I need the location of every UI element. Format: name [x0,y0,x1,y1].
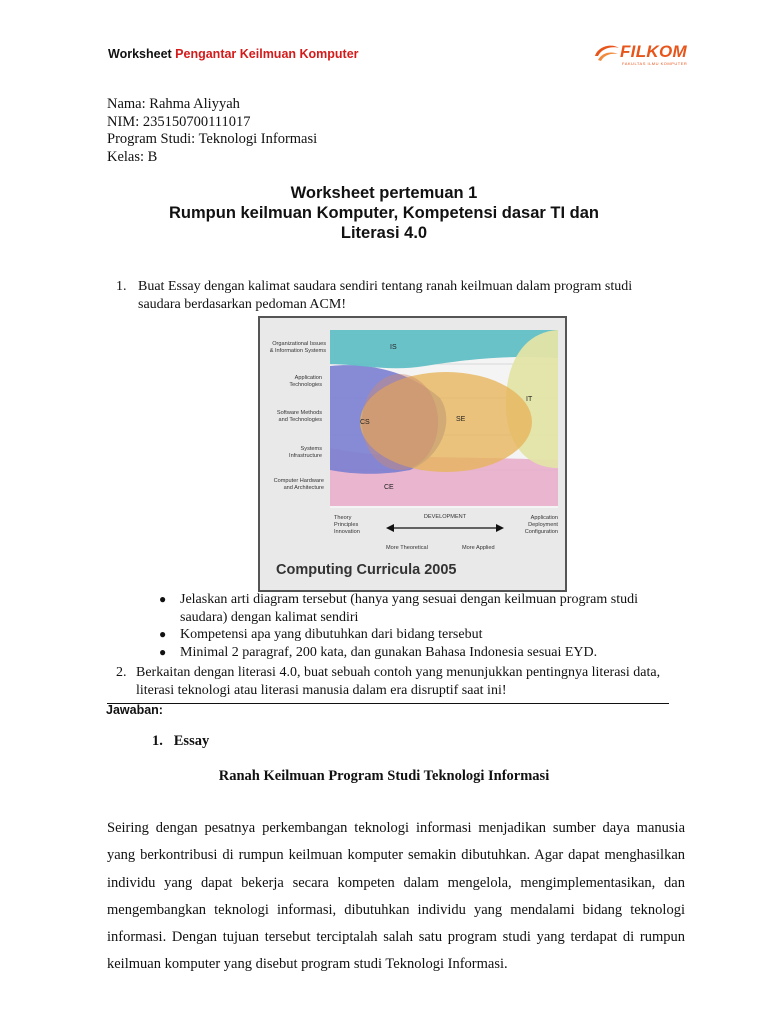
area-label-it: IT [526,396,533,403]
row-label-1a: Organizational Issues [272,341,326,347]
question-2-text: Berkaitan dengan literasi 4.0, buat sebuah contoh yang menunjukkan pentingnya literasi data, literasi teknologi atau literasi manusia dalam era disruptif saat ini! [136,665,661,698]
logo-subtext: FAKULTAS ILMU KOMPUTER [622,61,688,66]
area-label-se: SE [456,416,466,423]
area-label-cs: CS [360,419,370,426]
row-label-2a: Application [294,375,322,381]
more-theoretical-label: More Theoretical [386,545,428,551]
more-applied-label: More Applied [462,545,495,551]
bullet-item [156,591,676,626]
axis-left-3: Innovation [334,529,360,535]
axis-left-1: Theory [334,515,352,521]
question-2 [116,664,676,699]
axis-right-1: Application [530,515,558,521]
development-arrow [386,524,504,532]
bullet-dot-icon: ● [159,644,167,659]
bullet-dot-icon: ● [159,592,167,606]
logo-text: FILKOM [620,42,687,61]
essay-paragraph: Seiring dengan pesatnya perkembangan teknologi informasi menjadikan sumber daya manusia yang berkontribusi di rumpun keilmuan komputer semakin dibutuhkan. Agar dapat menghasilkan individu yang dapat bekerja secara kompeten dalam mengelola, mengimplementasikan, dan mengembangkan teknologi informasi, dibutuhkan individu yang mendalami bidang teknologi informasi. Dengan tujuan tersebut terciptalah salah satu program studi yang terdapat di rumpun keilmuan komputer yang disebut program studi Teknologi Informasi. [107,820,685,973]
axis-right-2: Deployment [528,522,558,528]
page-header [108,47,359,61]
answer-label: Jawaban: [106,703,163,717]
question-1 [116,278,676,313]
bullet-text: Kompetensi apa yang dibutuhkan dari bidang tersebut [180,627,483,642]
swoosh-icon [592,40,622,66]
student-program: Program Studi: Teknologi Informasi [107,131,318,147]
question-1-bullets [156,591,676,661]
filkom-logo [592,40,692,68]
computing-curricula-diagram [258,316,567,592]
question-2-number: 2. [116,665,127,680]
title-line-1: Worksheet pertemuan 1 [290,184,478,202]
figure-caption: Computing Curricula 2005 [276,562,457,578]
row-label-5a: Computer Hardware [273,478,324,484]
header-prefix: Worksheet [108,47,172,61]
area-label-ce: CE [384,484,394,491]
bullet-dot-icon: ● [159,627,167,641]
essay-title: Ranah Keilmuan Program Studi Teknologi Informasi [218,768,550,784]
student-name: Nama: Rahma Aliyyah [107,96,240,112]
row-label-3a: Software Methods [276,410,322,416]
row-label-1b: & Information Systems [269,348,326,354]
axis-center-label: DEVELOPMENT [423,514,467,520]
row-label-5b: and Architecture [283,485,324,491]
bullet-text: Minimal 2 paragraf, 200 kata, dan gunakan Bahasa Indonesia sesuai EYD. [180,644,598,660]
axis-right-3: Configuration [524,529,558,535]
row-label-4a: Systems [300,446,322,452]
worksheet-title [0,183,768,243]
title-line-2: Rumpun keilmuan Komputer, Kompetensi dasar TI dan [169,204,599,222]
bullet-item [156,644,676,662]
header-course: Pengantar Keilmuan Komputer [175,47,359,61]
bullet-text: Jelaskan arti diagram tersebut (hanya yang sesuai dengan keilmuan program studi saudara) dengan kalimat sendiri [180,592,638,625]
divider-line [107,703,669,704]
area-label-is: IS [390,344,397,351]
student-identity [107,96,317,166]
student-class: Kelas: B [107,148,158,165]
row-label-2b: Technologies [289,382,322,388]
row-label-4b: Infrastructure [289,453,322,459]
question-1-number: 1. [116,279,127,294]
row-label-3b: and Technologies [278,417,322,423]
axis-left-2: Principles [334,522,359,528]
essay-heading: 1. Essay [152,733,210,749]
question-1-text: Buat Essay dengan kalimat saudara sendiri tentang ranah keilmuan dalam program studi saudara berdasarkan pedoman ACM! [138,279,633,312]
bullet-item [156,626,676,644]
title-line-3: Literasi 4.0 [340,224,428,242]
student-nim: NIM: 235150700111017 [107,113,251,130]
